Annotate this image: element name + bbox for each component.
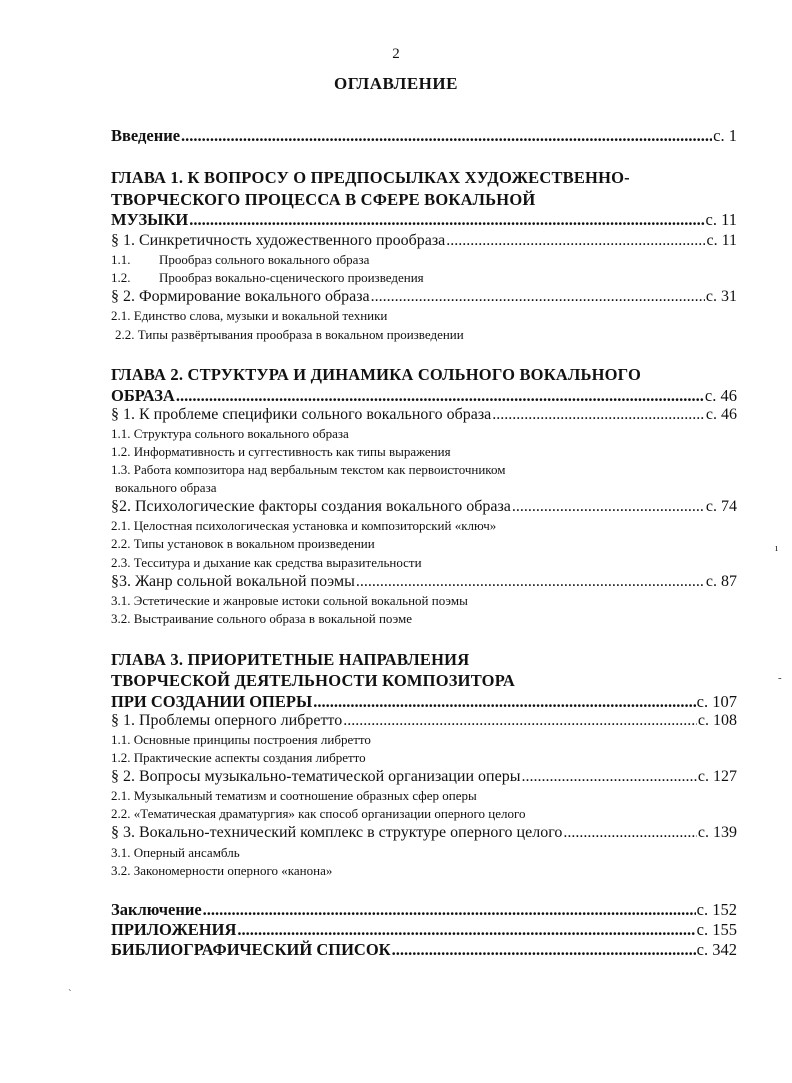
toc-entry-ch3-sub3-2[interactable]: 3.2. Закономерности оперного «канона» bbox=[111, 863, 333, 878]
toc-entry-bibliography[interactable]: БИБЛИОГРАФИЧЕСКИЙ СПИСОК ..... с. 342 bbox=[111, 940, 737, 960]
toc-entry-ch2-sec3[interactable]: §3. Жанр сольной вокальной поэмы ..... с. 87 bbox=[111, 573, 737, 591]
scan-speck: ` bbox=[68, 988, 72, 1000]
toc-entry-ch2-sub3-1[interactable]: 3.1. Эстетические и жанровые истоки сольной вокальной поэмы bbox=[111, 593, 468, 608]
chapter3-heading-line2: ТВОРЧЕСКОЙ ДЕЯТЕЛЬНОСТИ КОМПОЗИТОРА bbox=[111, 671, 515, 690]
toc-entry-conclusion[interactable]: Заключение ..... с. 152 bbox=[111, 900, 737, 920]
chapter2-heading-line1: ГЛАВА 2. СТРУКТУРА И ДИНАМИКА СОЛЬНОГО ВОКАЛЬНОГО bbox=[111, 365, 641, 384]
page-number: 2 bbox=[392, 46, 400, 62]
toc-entry-ch2-sub3-2[interactable]: 3.2. Выстраивание сольного образа в вокальной поэме bbox=[111, 611, 413, 626]
scan-speck: - bbox=[778, 672, 782, 684]
toc-entry-ch2-sec1[interactable]: § 1. К проблеме специфики сольного вокального образа ..... с. 46 bbox=[111, 406, 737, 424]
chapter1-heading-line2: ТВОРЧЕСКОГО ПРОЦЕССА В СФЕРЕ ВОКАЛЬНОЙ bbox=[111, 190, 536, 209]
chapter1-heading-line1: ГЛАВА 1. К ВОПРОСУ О ПРЕДПОСЫЛКАХ ХУДОЖЕСТВЕННО- bbox=[111, 168, 630, 187]
toc-entry-chapter1[interactable]: МУЗЫКИ ..... с. 11 bbox=[111, 210, 737, 230]
toc-entry-ch1-sec1[interactable]: § 1. Синкретичность художественного прообраза ..... с. 11 bbox=[111, 232, 737, 250]
toc-entry-ch2-sec2[interactable]: §2. Психологические факторы создания вокального образа ..... с. 74 bbox=[111, 498, 737, 516]
toc-entry-ch1-sub2-1[interactable]: 2.1. Единство слова, музыки и вокальной техники bbox=[111, 308, 388, 323]
toc-entry-appendix[interactable]: ПРИЛОЖЕНИЯ ..... с. 155 bbox=[111, 920, 737, 940]
toc-entry-ch2-sub1-3[interactable]: 1.3. Работа композитора над вербальным текстом как первоисточником bbox=[111, 462, 506, 477]
toc-entry-chapter3[interactable]: ПРИ СОЗДАНИИ ОПЕРЫ ..... с. 107 bbox=[111, 692, 737, 712]
toc-entry-ch1-sub1-2[interactable]: 1.2. Прообраз вокально-сценического произведения bbox=[111, 270, 424, 285]
toc-entry-ch2-sub2-1[interactable]: 2.1. Целостная психологическая установка и композиторский «ключ» bbox=[111, 518, 497, 533]
toc-entry-introduction[interactable]: Введение ..... с. 1 bbox=[111, 126, 737, 146]
scan-speck: ı bbox=[775, 542, 779, 554]
toc-entry-ch2-sub1-2[interactable]: 1.2. Информативность и суггестивность как типы выражения bbox=[111, 444, 451, 459]
toc-entry-ch3-sec1[interactable]: § 1. Проблемы оперного либретто ..... с. 108 bbox=[111, 712, 737, 730]
toc-entry-ch2-sub2-3[interactable]: 2.3. Тесситура и дыхание как средства выразительности bbox=[111, 555, 422, 570]
toc-entry-chapter2[interactable]: ОБРАЗА ..... с. 46 bbox=[111, 386, 737, 406]
toc-entry-ch3-sec2[interactable]: § 2. Вопросы музыкально-тематической организации оперы ..... с. 127 bbox=[111, 768, 737, 786]
toc-entry-ch3-sec3[interactable]: § 3. Вокально-технический комплекс в структуре оперного целого ..... с. 139 bbox=[111, 824, 737, 842]
toc-entry-ch2-sub2-2[interactable]: 2.2. Типы установок в вокальном произведении bbox=[111, 536, 375, 551]
page-title: ОГЛАВЛЕНИЕ bbox=[334, 74, 458, 93]
toc-entry-ch1-sub1-1[interactable]: 1.1. Прообраз сольного вокального образа bbox=[111, 252, 370, 267]
toc-entry-ch1-sec2[interactable]: § 2. Формирование вокального образа ..... с. 31 bbox=[111, 288, 737, 306]
toc-entry-ch2-sub1-1[interactable]: 1.1. Структура сольного вокального образа bbox=[111, 426, 349, 441]
toc-entry-ch3-sub2-1[interactable]: 2.1. Музыкальный тематизм и соотношение образных сфер оперы bbox=[111, 788, 477, 803]
toc-entry-ch3-sub1-1[interactable]: 1.1. Основные принципы построения либретто bbox=[111, 732, 371, 747]
toc-entry-ch3-sub3-1[interactable]: 3.1. Оперный ансамбль bbox=[111, 845, 240, 860]
toc-entry-ch3-sub2-2[interactable]: 2.2. «Тематическая драматургия» как способ организации оперного целого bbox=[111, 806, 526, 821]
toc-entry-ch2-sub1-3-cont[interactable]: вокального образа bbox=[115, 480, 217, 495]
chapter3-heading-line1: ГЛАВА 3. ПРИОРИТЕТНЫЕ НАПРАВЛЕНИЯ bbox=[111, 650, 470, 669]
toc-entry-ch3-sub1-2[interactable]: 1.2. Практические аспекты создания либретто bbox=[111, 750, 366, 765]
toc-entry-ch1-sub2-2[interactable]: 2.2. Типы развёртывания прообраза в вокальном произведении bbox=[115, 327, 464, 342]
